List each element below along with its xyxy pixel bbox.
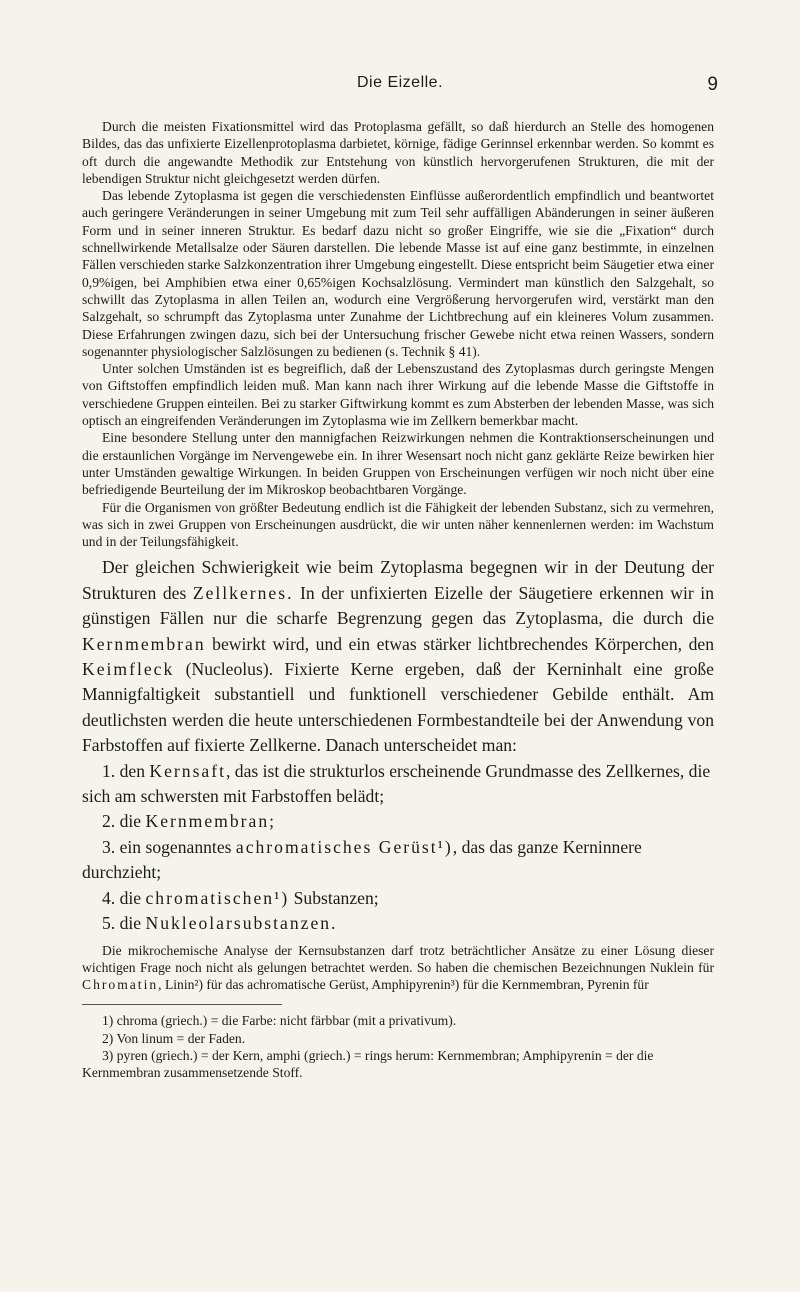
text-run: , Linin²) für das achromatische Gerüst, Amphipyrenin³) für die Kernmembran, Pyrenin für bbox=[158, 977, 649, 993]
list-prefix: 4. die bbox=[102, 887, 146, 908]
page-body bbox=[82, 118, 714, 1082]
text-run: bewirkt wird, und ein etwas stärker lichtbrechendes Körperchen, den bbox=[205, 633, 714, 654]
cell-nucleus-paragraph bbox=[82, 555, 714, 758]
list-prefix: 3. ein sogenanntes bbox=[102, 836, 236, 857]
list-term: Kernsaft bbox=[149, 760, 226, 781]
footnote: 1) chroma (griech.) = die Farbe: nicht färbbar (mit a privativum). bbox=[102, 1013, 457, 1029]
list-term: Kernmembran bbox=[145, 811, 270, 832]
list-item bbox=[82, 886, 714, 911]
list-prefix: 5. die bbox=[102, 913, 146, 934]
page-number: 9 bbox=[707, 74, 718, 95]
list-suffix: , das ist die strukturlos erscheinende Grundmasse des Zellkernes, die sich am schwersten mit Farbstoffen belädt; bbox=[82, 760, 711, 807]
footnote: 3) pyren (griech.) = der Kern, amphi (griech.) = rings herum: Kernmembran; Amphipyrenin = der die Kernmembran zusammensetzende Stoff. bbox=[82, 1048, 654, 1081]
spaced-term: Keimfleck bbox=[82, 659, 175, 680]
nucleus-components-list bbox=[82, 759, 714, 937]
list-prefix: 2. die bbox=[102, 811, 146, 832]
list-item bbox=[82, 759, 714, 810]
spaced-term: Zellkernes. bbox=[192, 582, 294, 603]
text-run: (Nucleolus). Fixierte Kerne ergeben, daß der Kerninhalt eine große Mannigfaltigkeit substantiell und funktionell verschiedener Gebilde enthält. Am deutlichsten werden die heute unterschiedenen Formbestandteile bei der Anwendung von Farbstoffen auf fixierte Zellkerne. Danach unterscheidet man: bbox=[82, 659, 714, 756]
paragraph: Für die Organismen von größter Bedeutung endlich ist die Fähigkeit der lebenden Substanz, sich zu vermehren, was sich in zwei Gruppen von Erscheinungen ausdrückt, die wir unten näher kennenlernen werden: im Wachstum und in der Teilungsfähigkeit. bbox=[82, 499, 714, 550]
list-term: achromatisches Gerüst¹) bbox=[235, 836, 453, 857]
list-suffix: , das das ganze Kerninnere durchzieht; bbox=[82, 836, 642, 883]
text-run: In der unfixierten Eizelle der Säugetiere erkennen wir in günstigen Fällen nur die scharfe Begrenzung gegen das Zytoplasma, die durch die bbox=[82, 582, 714, 629]
paragraph: Unter solchen Umständen ist es begreiflich, daß der Lebenszustand des Zytoplasmas durch geringste Mengen von Giftstoffen empfindlich leiden muß. Man kann nach ihrer Wirkung auf die lebende Masse die Giftstoffe in verschiedene Gruppen einteilen. Bei zu starker Giftwirkung kommt es zum Absterben der lebenden Masse, was sich optisch an eingreifenden Veränderungen im Zytoplasma wie im Zellkern bemerkbar macht. bbox=[82, 361, 714, 429]
text-run: Die mikrochemische Analyse der Kernsubstanzen darf trotz beträchtlicher Ansätze zu einer Lösung dieser wichtigen Frage noch nicht als gelungen betrachtet werden. So haben die chemischen Bezeichnungen Nuklein für bbox=[82, 942, 714, 975]
paragraph: Durch die meisten Fixationsmittel wird das Protoplasma gefällt, so daß hierdurch an Stelle des homogenen Bildes, das das unfixierte Eizellenprotoplasma darbietet, körnige, fädige Gerinnsel erkennbar werden. So kommt es oft durch die angewandte Methodik zur Entstehung von künstlich hervorgerufenen Strukturen, die mit der lebendigen Struktur nicht gleichgesetzt werden dürfen. bbox=[82, 119, 714, 186]
footnote: 2) Von linum = der Faden. bbox=[102, 1030, 246, 1046]
footnote-divider bbox=[82, 1004, 282, 1005]
spaced-term: Kernmembran bbox=[82, 633, 206, 654]
paragraph: Eine besondere Stellung unter den mannigfachen Reizwirkungen nehmen die Kontraktionserscheinungen und die erstaunlichen Vorgänge im Nervengewebe ein. In ihrer Wesensart noch nicht ganz geklärte Reize bewirken hier unter Umständen gewaltige Wirkungen. In beiden Gruppen von Erscheinungen verfügen wir noch nicht über eine befriedigende Beurteilung der im Mikroskop beobachtbaren Vorgänge. bbox=[82, 430, 714, 498]
closing-section bbox=[82, 942, 714, 994]
footnotes bbox=[82, 1012, 714, 1081]
closing-paragraph bbox=[82, 942, 714, 994]
list-term: Nukleolarsubstanzen bbox=[145, 913, 332, 934]
spaced-term: Chromatin bbox=[82, 977, 159, 993]
running-title: Die Eizelle. bbox=[356, 74, 444, 91]
small-print-section bbox=[82, 118, 714, 550]
page-header bbox=[0, 74, 800, 98]
list-term: chromatischen¹) bbox=[145, 887, 290, 908]
text-run: Der gleichen Schwierigkeit wie beim Zytoplasma begegnen wir in der Deutung der Strukturen des bbox=[82, 557, 714, 603]
large-print-section bbox=[82, 555, 714, 936]
paragraph: Das lebende Zytoplasma ist gegen die verschiedensten Einflüsse außerordentlich empfindlich und beantwortet auch geringere Veränderungen in seiner Umgebung mit zum Teil sehr auffälligen Abänderungen in seiner äußeren Form und in seiner inneren Struktur. Es bedarf dazu nicht so großer Eingriffe, wie sie die „Fixation“ durch schnellwirkende Metallsalze oder Säuren darstellen. Die lebende Masse ist auf eine ganz bestimmte, in einzelnen Fällen verschieden starke Salzkonzentration ihrer Umgebung eingestellt. Diese entspricht beim Säugetier etwa einer 0,9%igen, bei Amphibien etwa einer 0,65%igen Kochsalzlösung. Vermindert man künstlich den Salzgehalt, so schwillt das Zytoplasma in allen Teilen an, wodurch eine Vergrößerung hervorgerufen wird, verstärkt man den Salzgehalt, so schrumpft das Zytoplasma unter Zunahme der Lichtbrechung auf ein kleineres Volum zusammen. Diese Erfahrungen zwingen dazu, sich bei der Untersuchung frischer Gewebe nicht etwa reinen Wassers, sondern sogenannter physiologischer Salzlösungen zu bedienen (s. Technik § 41). bbox=[82, 188, 714, 359]
list-item bbox=[82, 809, 714, 834]
list-item bbox=[82, 911, 714, 936]
list-prefix: 1. den bbox=[102, 760, 150, 781]
list-suffix: . bbox=[331, 913, 336, 934]
list-suffix: ; bbox=[269, 811, 275, 832]
list-suffix: Substanzen; bbox=[289, 887, 379, 908]
list-item bbox=[82, 835, 714, 886]
